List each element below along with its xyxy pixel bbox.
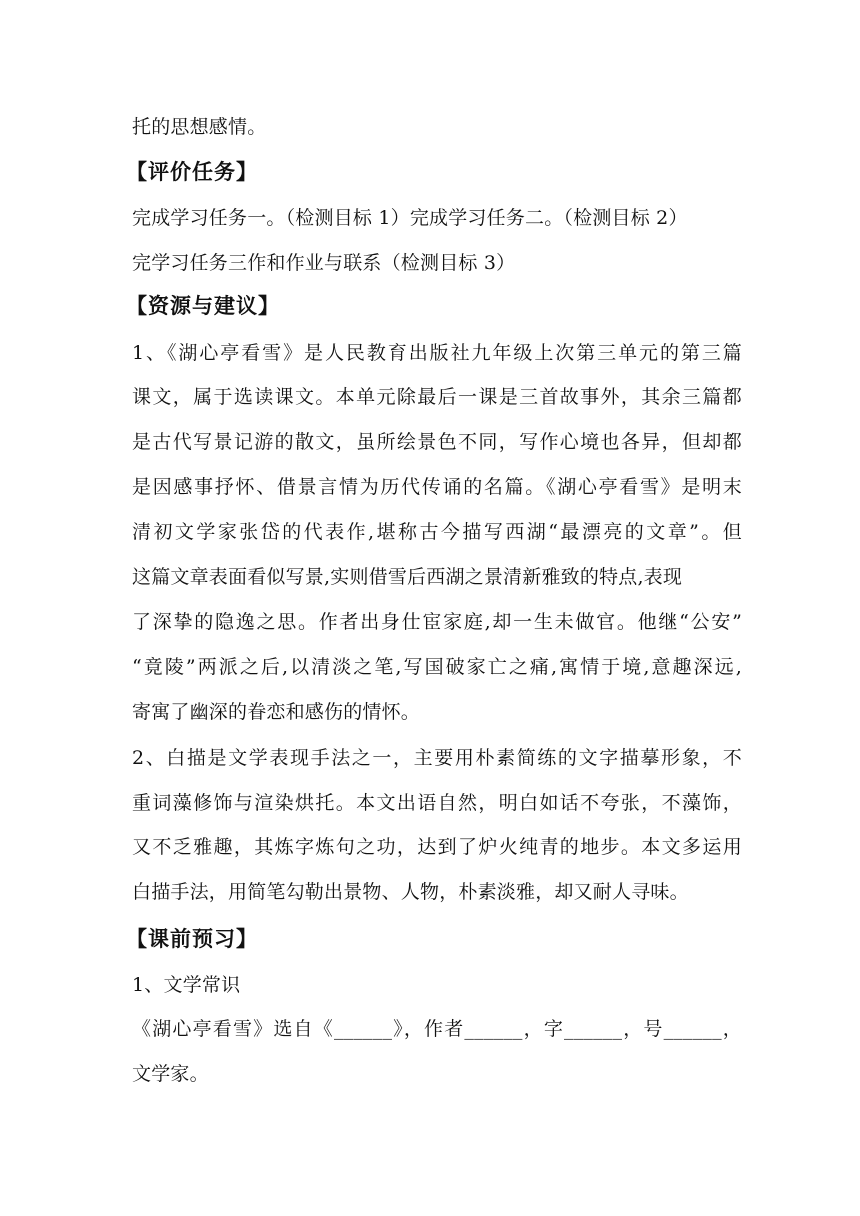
resources-para1-line-3: 是古代写景记游的散文，虽所绘景色不同，写作心境也各异，但却都 [132, 431, 742, 453]
resources-para2-line-4: 白描手法，用简笔勾勒出景物、人物，朴素淡雅，却又耐人寻味。 [132, 881, 689, 903]
evaluation-line-1: 完成学习任务一。（检测目标 1）完成学习任务二。（检测目标 2） [132, 207, 688, 229]
evaluation-line-2: 完学习任务三作和作业与联系（检测目标 3） [132, 252, 516, 274]
preview-item1-label: 1、文学常识 [132, 974, 241, 996]
resources-para2-line-1: 2、白描是文学表现手法之一，主要用朴素简练的文字描摹形象，不 [132, 747, 742, 769]
resources-para2-line-3: 又不乏雅趣，其炼字炼句之功，达到了炉火纯青的地步。本文多运用 [132, 836, 742, 858]
resources-para1-line-6: 这篇文章表面看似写景,实则借雪后西湖之景清新雅致的特点,表现 [132, 566, 683, 588]
resources-para1-line-9: 寄寓了幽深的眷恋和感伤的情怀。 [132, 701, 421, 723]
preview-item1-line-1: 《湖心亭看雪》选自《______》，作者______，字______，号______， [132, 1018, 742, 1040]
resources-para1-line-2: 课文，属于选读课文。本单元除最后一课是三首故事外，其余三篇都 [132, 386, 742, 408]
resources-para1-line-4: 是因感事抒怀、借景言情为历代传诵的名篇。《湖心亭看雪》是明末 [132, 476, 742, 498]
preview-heading: 【课前预习】 [126, 927, 258, 951]
resources-para1-line-8: “竟陵”两派之后,以清淡之笔,写国破家亡之痛,寓情于境,意趣深远, [132, 656, 742, 678]
resources-heading: 【资源与建议】 [126, 294, 280, 318]
resources-para2-line-2: 重词藻修饰与渲染烘托。本文出语自然，明白如话不夸张，不藻饰， [132, 792, 742, 814]
intro-tail-text: 托的思想感情。 [132, 116, 267, 138]
preview-item1-line-2: 文学家。 [132, 1063, 209, 1085]
evaluation-heading: 【评价任务】 [126, 160, 258, 184]
resources-para1-line-7: 了深挚的隐逸之思。作者出身仕宦家庭,却一生未做官。他继“公安” [132, 611, 742, 633]
resources-para1-line-5: 清初文学家张岱的代表作,堪称古今描写西湖“最漂亮的文章”。但 [132, 521, 742, 543]
resources-para1-line-1: 1、《湖心亭看雪》是人民教育出版社九年级上次第三单元的第三篇 [132, 342, 742, 364]
